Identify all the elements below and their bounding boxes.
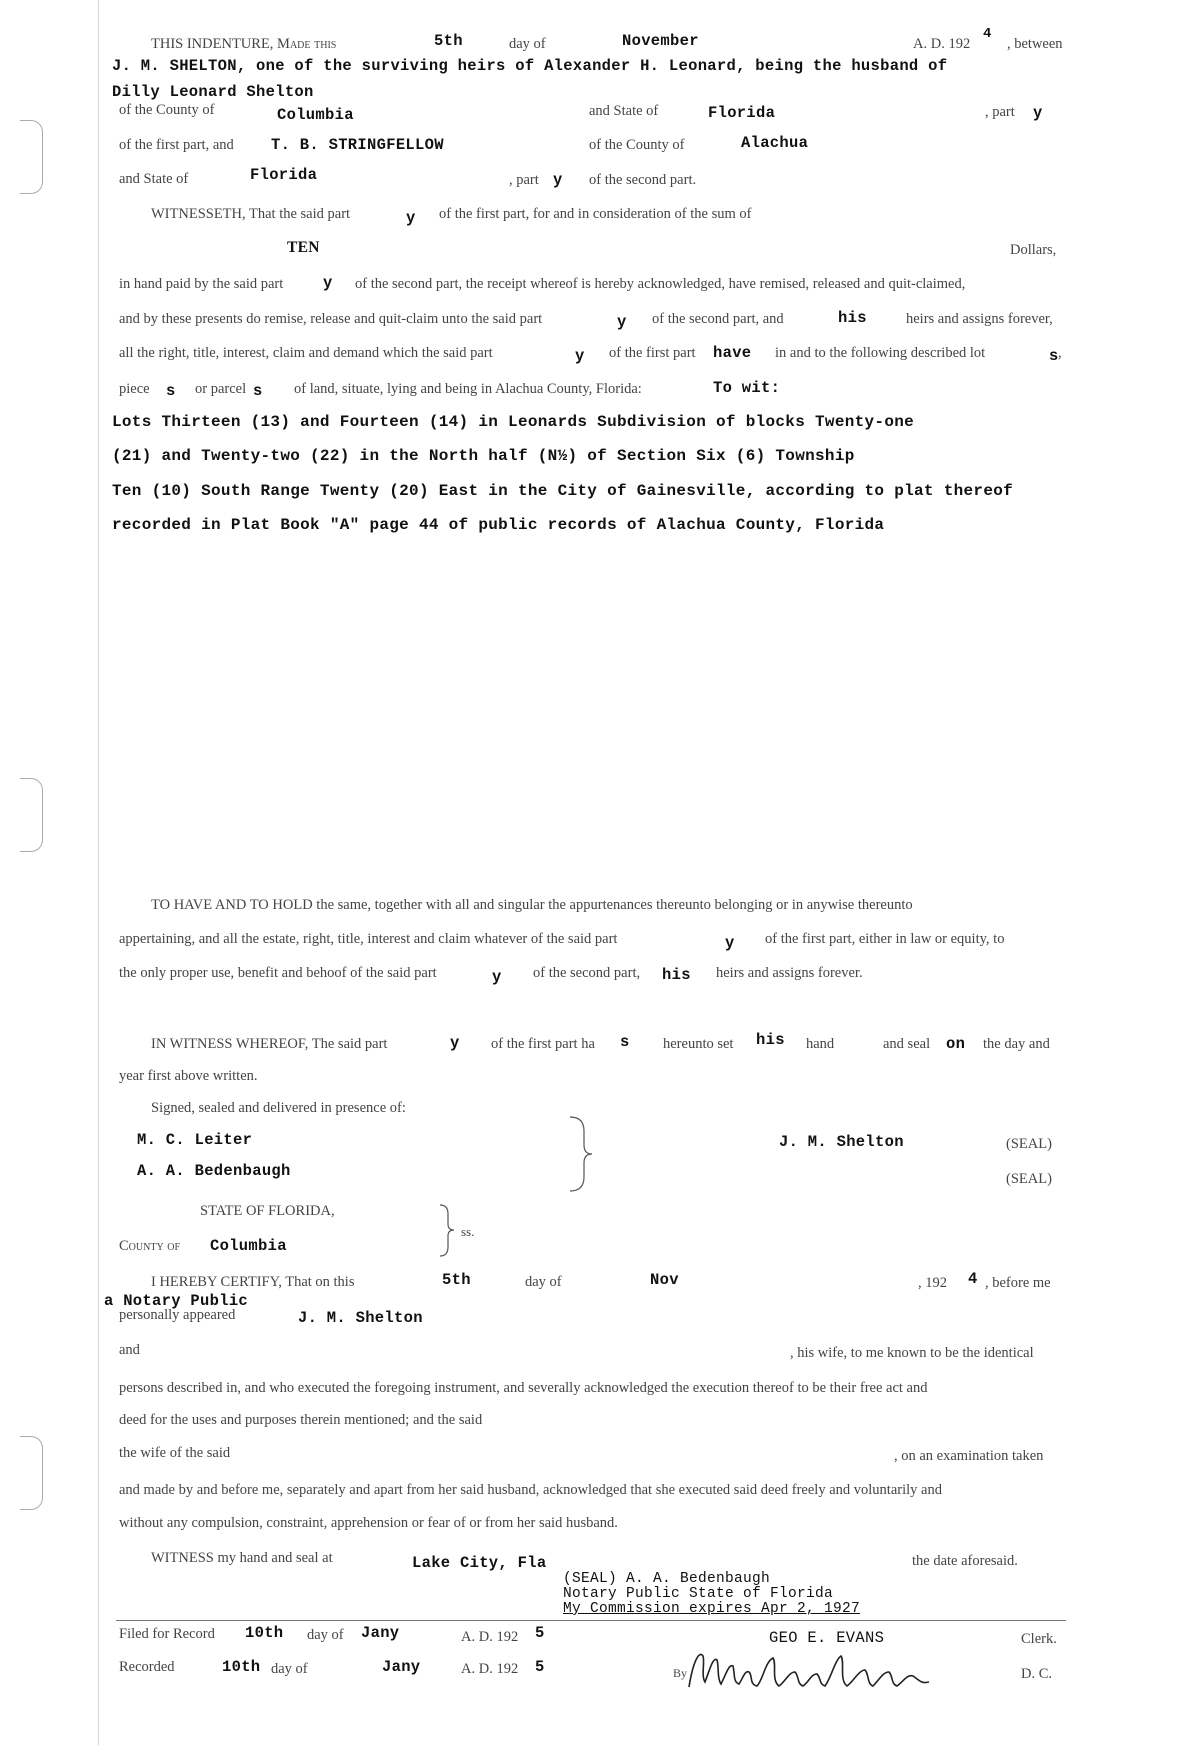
filed-label: Filed for Record bbox=[119, 1626, 215, 1642]
witnesseth-l6b: or parcel bbox=[195, 381, 247, 397]
in-witness-l2: year first above written. bbox=[119, 1068, 258, 1084]
dollars-label: Dollars, bbox=[1010, 242, 1057, 258]
in-witness-e: and seal bbox=[883, 1036, 931, 1052]
grantee-county: Alachua bbox=[741, 134, 809, 152]
to-wit: To wit: bbox=[713, 379, 781, 397]
grantor-state: Florida bbox=[708, 104, 776, 122]
grantor-line-2: Dilly Leonard Shelton bbox=[112, 83, 314, 101]
grantee-state-label: and State of bbox=[119, 171, 189, 187]
ack-officer: a Notary Public bbox=[104, 1292, 249, 1310]
witnesseth-a-suffix: y bbox=[406, 209, 416, 227]
recorded-day-of: day of bbox=[271, 1661, 308, 1677]
witness-1: M. C. Leiter bbox=[137, 1131, 253, 1149]
grantee-state: Florida bbox=[250, 166, 318, 184]
intro-between: , between bbox=[1007, 36, 1063, 52]
intro-ad: A. D. 192 bbox=[913, 36, 971, 52]
recording-rule bbox=[116, 1620, 1066, 1621]
witnesseth-a: WITNESSETH, That the said part bbox=[151, 206, 351, 222]
intro-text: THIS INDENTURE, Made this bbox=[151, 36, 337, 52]
witnesseth-l5b: of the first part bbox=[609, 345, 696, 361]
grantor-line-1: J. M. SHELTON, one of the surviving heirs of Alexander H. Leonard, being the husband of bbox=[112, 57, 948, 75]
grantor-state-label: and State of bbox=[589, 103, 659, 119]
witnesseth-l4a: and by these presents do remise, release and quit-claim unto the said part bbox=[119, 311, 543, 327]
intro-year-digit: 4 bbox=[983, 26, 992, 42]
second-part-label: of the second part. bbox=[589, 172, 697, 188]
ack-witness-label: WITNESS my hand and seal at bbox=[151, 1550, 333, 1566]
witnesseth-l5c: in and to the following described lot bbox=[775, 345, 986, 361]
signature-brace bbox=[566, 1115, 596, 1193]
witnesseth-l4-suffix: y bbox=[617, 313, 627, 331]
by-label: By bbox=[673, 1666, 688, 1680]
habendum-l1: TO HAVE AND TO HOLD the same, together with all and singular the appurtenances thereunto belonging or in anywise thereunto bbox=[151, 897, 913, 913]
deputy-clerk-signature bbox=[683, 1642, 943, 1697]
recorded-day: 10th bbox=[222, 1658, 261, 1676]
habendum-l3c: heirs and assigns forever. bbox=[716, 965, 863, 981]
habendum-l3-suffix: y bbox=[492, 968, 502, 986]
filed-year-digit: 5 bbox=[535, 1624, 545, 1642]
ack-date-aforesaid: the date aforesaid. bbox=[912, 1553, 1018, 1569]
intro-month: November bbox=[622, 32, 699, 50]
grantee-county-label: of the County of bbox=[589, 137, 685, 153]
witnesseth-l5-have: have bbox=[713, 344, 752, 362]
notary-commission: My Commission expires Apr 2, 1927 bbox=[563, 1601, 861, 1617]
in-witness-a-suffix: y bbox=[450, 1034, 460, 1052]
binder-hole-middle bbox=[20, 778, 43, 852]
witnesseth-l6-s1: s bbox=[166, 382, 176, 400]
witnesseth-l5-s: s bbox=[1049, 347, 1059, 365]
recorded-ad: A. D. 192 bbox=[461, 1661, 519, 1677]
grantee-party-label: , part bbox=[509, 172, 539, 188]
witnesseth-l4c: heirs and assigns forever, bbox=[906, 311, 1053, 327]
grantor-county: Columbia bbox=[277, 106, 354, 124]
in-witness-his: his bbox=[756, 1031, 785, 1049]
intro-day: 5th bbox=[434, 32, 463, 50]
filed-day-of: day of bbox=[307, 1627, 344, 1643]
dc-label: D. C. bbox=[1021, 1666, 1053, 1682]
filed-day: 10th bbox=[245, 1624, 284, 1642]
clerk-label: Clerk. bbox=[1021, 1631, 1057, 1647]
filed-month: Jany bbox=[361, 1624, 400, 1642]
grantee-name: T. B. STRINGFELLOW bbox=[271, 136, 444, 154]
habendum-l3-his: his bbox=[662, 966, 691, 984]
witnesseth-l6a: piece bbox=[119, 381, 150, 397]
witness-2: A. A. Bedenbaugh bbox=[137, 1162, 291, 1180]
binder-hole-bottom bbox=[20, 1436, 43, 1510]
grantor-signature: J. M. Shelton bbox=[779, 1133, 904, 1151]
ack-day: 5th bbox=[442, 1271, 471, 1289]
notary-title: Notary Public State of Florida bbox=[563, 1586, 834, 1602]
description-line-3: Ten (10) South Range Twenty (20) East in the City of Gainesville, according to plat thereof bbox=[112, 482, 1014, 500]
ack-appeared-name: J. M. Shelton bbox=[298, 1309, 423, 1327]
ack-county: Columbia bbox=[210, 1237, 287, 1255]
description-line-1: Lots Thirteen (13) and Fourteen (14) in Leonards Subdivision of blocks Twenty-one bbox=[112, 413, 915, 431]
grantee-party-suffix: y bbox=[553, 171, 563, 189]
binder-hole-top bbox=[20, 120, 43, 194]
ack-year-digit: 4 bbox=[968, 1270, 978, 1288]
description-line-2: (21) and Twenty-two (22) in the North half (N½) of Section Six (6) Township bbox=[112, 447, 855, 465]
ack-before-me: , before me bbox=[985, 1275, 1051, 1291]
ack-place: Lake City, Fla bbox=[412, 1554, 547, 1572]
seal-2: (SEAL) bbox=[1006, 1171, 1052, 1187]
notary-seal-name: (SEAL) A. A. Bedenbaugh bbox=[563, 1571, 771, 1587]
ack-his-wife: , his wife, to me known to be the identical bbox=[790, 1345, 1034, 1361]
habendum-l2b: of the first part, either in law or equity, to bbox=[765, 931, 1005, 947]
ack-year-prefix: , 192 bbox=[918, 1275, 947, 1291]
clerk-name: GEO E. EVANS bbox=[769, 1629, 885, 1647]
ack-and: and bbox=[119, 1342, 140, 1358]
witnesseth-l5-comma: , bbox=[1058, 345, 1062, 361]
habendum-l2a: appertaining, and all the estate, right, title, interest and claim whatever of the said part bbox=[119, 931, 618, 947]
grantor-county-label: of the County of bbox=[119, 102, 215, 118]
habendum-l2-suffix: y bbox=[725, 934, 735, 952]
in-witness-on: on bbox=[946, 1035, 966, 1053]
in-witness-b-suffix: s bbox=[620, 1033, 630, 1051]
consideration-amount: TEN bbox=[287, 239, 320, 256]
filed-ad: A. D. 192 bbox=[461, 1629, 519, 1645]
recorded-month: Jany bbox=[382, 1658, 421, 1676]
grantor-party-label: , part bbox=[985, 104, 1015, 120]
ack-l3a: the wife of the said bbox=[119, 1445, 231, 1461]
witnesseth-l5a: all the right, title, interest, claim and demand which the said part bbox=[119, 345, 493, 361]
signed-sealed: Signed, sealed and delivered in presence of: bbox=[151, 1100, 406, 1116]
in-witness-c: hereunto set bbox=[663, 1036, 734, 1052]
intro-day-of: day of bbox=[509, 36, 546, 52]
habendum-l3a: the only proper use, benefit and behoof of the said part bbox=[119, 965, 437, 981]
witnesseth-b: of the first part, for and in consideration of the sum of bbox=[439, 206, 752, 222]
ack-month: Nov bbox=[650, 1271, 679, 1289]
ack-l2: deed for the uses and purposes therein mentioned; and the said bbox=[119, 1412, 483, 1428]
ack-state: STATE OF FLORIDA, bbox=[200, 1203, 335, 1219]
witnesseth-l6c: of land, situate, lying and being in Alachua County, Florida: bbox=[294, 381, 642, 397]
witnesseth-l6-s2: s bbox=[253, 382, 263, 400]
recorded-label: Recorded bbox=[119, 1659, 175, 1675]
recorded-year-digit: 5 bbox=[535, 1658, 545, 1676]
in-witness-b: of the first part ha bbox=[491, 1036, 595, 1052]
grantor-party-suffix: y bbox=[1033, 104, 1043, 122]
witnesseth-l3-suffix: y bbox=[323, 274, 333, 292]
witnesseth-l3a: in hand paid by the said part bbox=[119, 276, 284, 292]
margin-line bbox=[98, 0, 99, 1745]
habendum-l3b: of the second part, bbox=[533, 965, 641, 981]
in-witness-f: the day and bbox=[983, 1036, 1050, 1052]
first-part-label: of the first part, and bbox=[119, 137, 234, 153]
in-witness-d: hand bbox=[806, 1036, 835, 1052]
in-witness-a: IN WITNESS WHEREOF, The said part bbox=[151, 1036, 388, 1052]
ack-certify: I HEREBY CERTIFY, That on this bbox=[151, 1274, 355, 1290]
witnesseth-l4b: of the second part, and bbox=[652, 311, 784, 327]
ack-ss: ss. bbox=[461, 1224, 475, 1239]
witnesseth-l5-suffix: y bbox=[575, 347, 585, 365]
description-line-4: recorded in Plat Book "A" page 44 of public records of Alachua County, Florida bbox=[112, 516, 885, 534]
ack-brace bbox=[437, 1203, 457, 1258]
ack-personally: personally appeared bbox=[119, 1307, 236, 1323]
ack-l4: and made by and before me, separately and apart from her said husband, acknowledged that she executed said deed freely and voluntarily and bbox=[119, 1482, 942, 1498]
ack-l5: without any compulsion, constraint, apprehension or fear of or from her said husband. bbox=[119, 1515, 618, 1531]
seal-1: (SEAL) bbox=[1006, 1136, 1052, 1152]
witnesseth-l4-his: his bbox=[838, 309, 867, 327]
ack-l1: persons described in, and who executed the foregoing instrument, and severally acknowledged the execution thereof to be their free act and bbox=[119, 1380, 928, 1396]
ack-county-label: County of bbox=[119, 1238, 181, 1254]
ack-l3b: , on an examination taken bbox=[894, 1448, 1044, 1464]
witnesseth-l3b: of the second part, the receipt whereof is hereby acknowledged, have remised, released and quit-claimed, bbox=[355, 276, 966, 292]
ack-day-of: day of bbox=[525, 1274, 562, 1290]
